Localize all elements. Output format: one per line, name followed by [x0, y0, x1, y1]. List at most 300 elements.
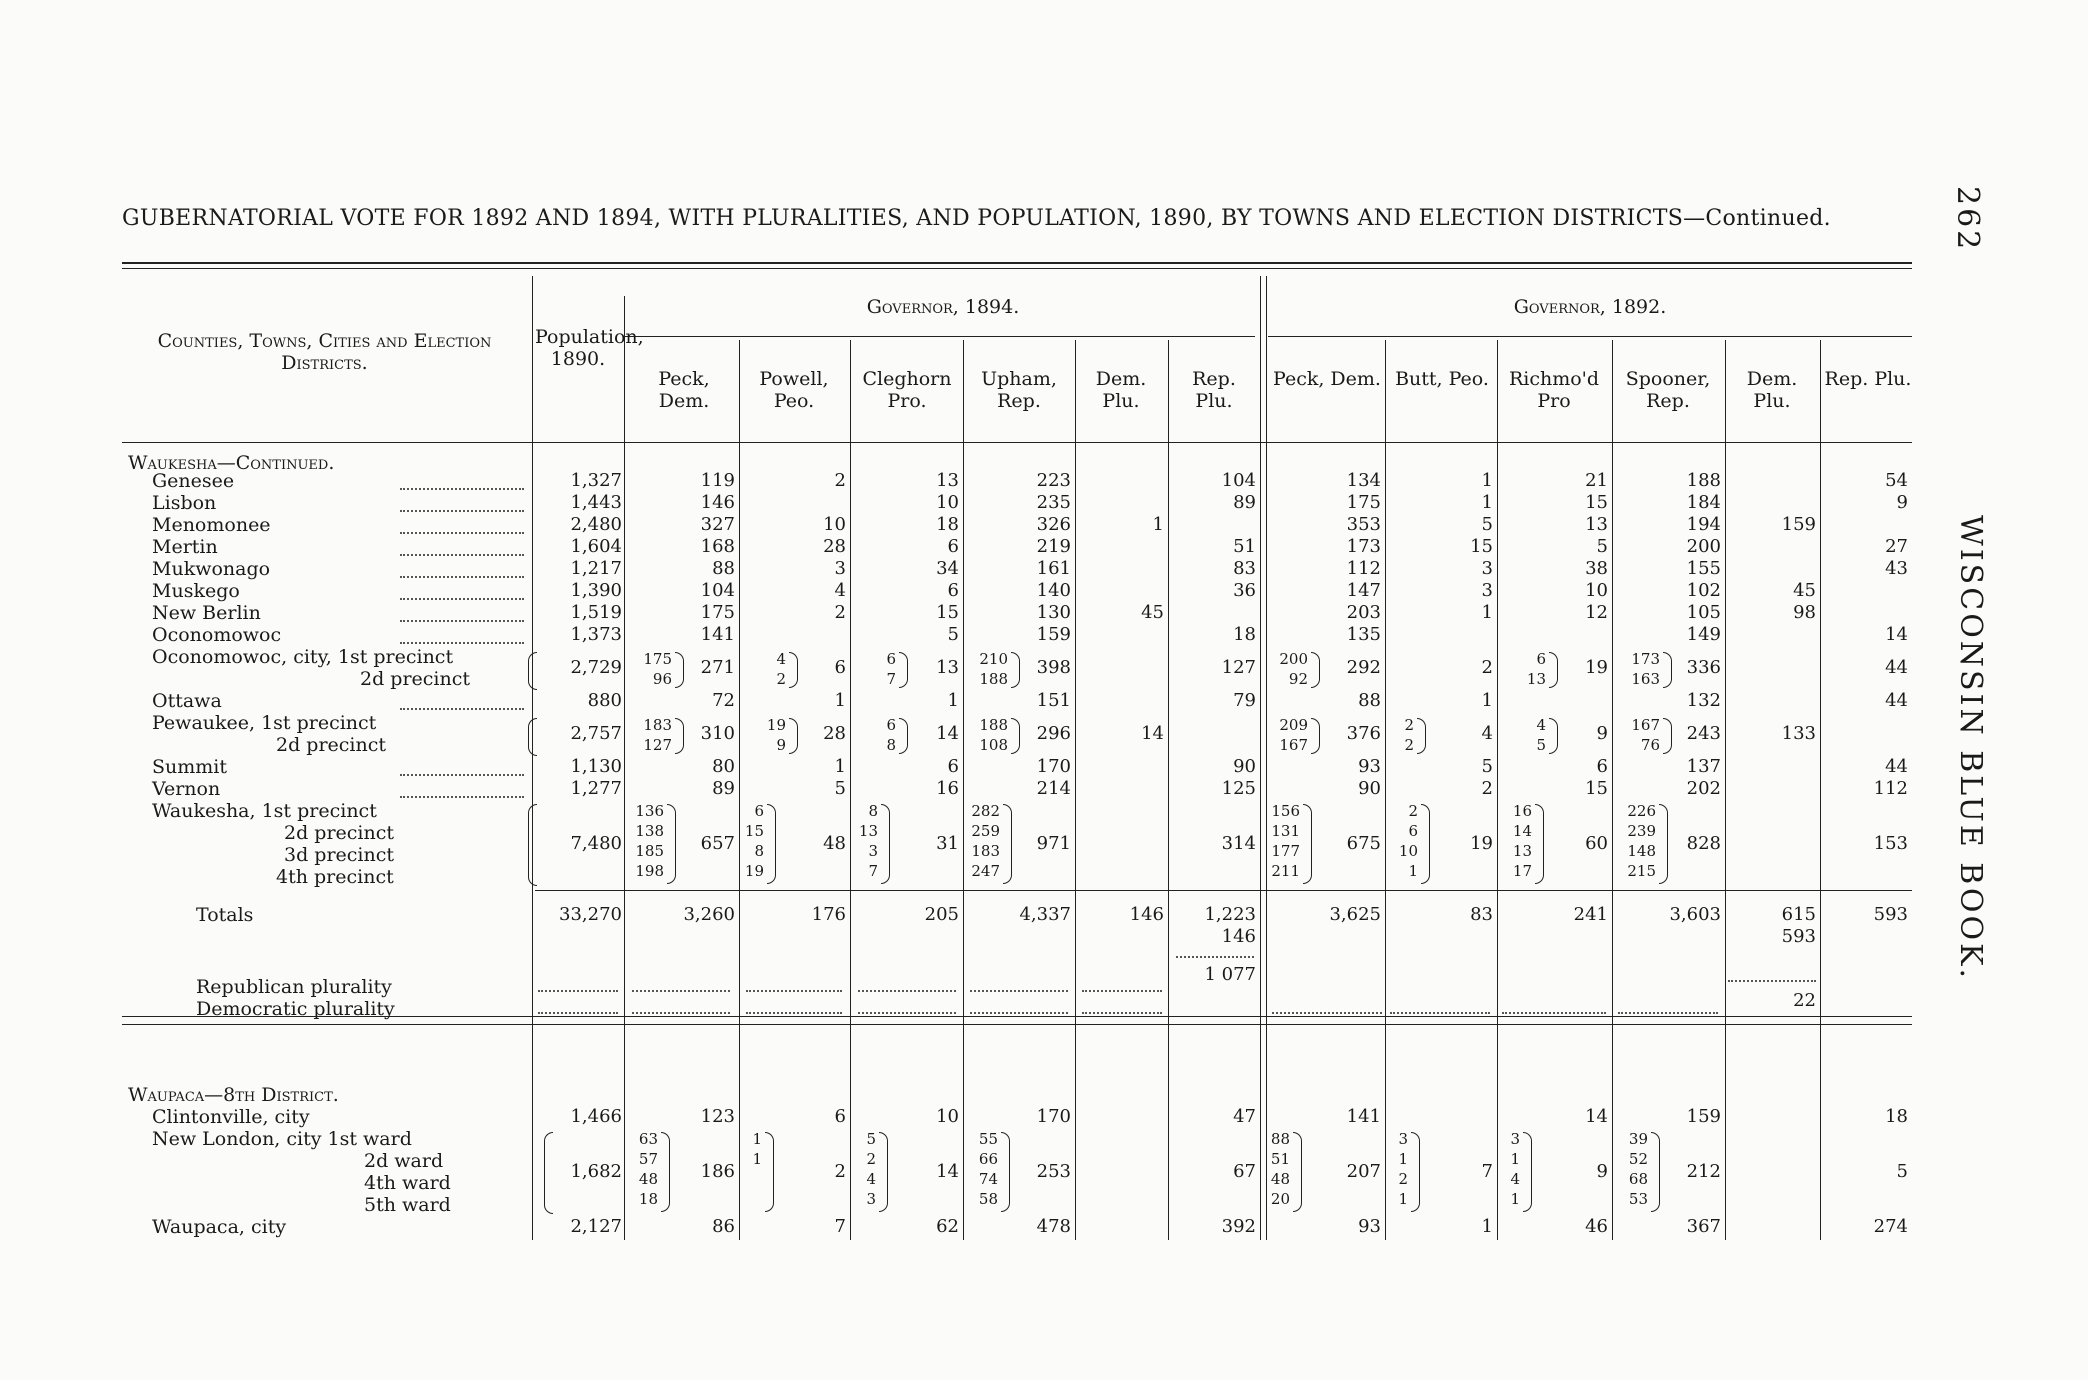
page-number: 262 — [1950, 186, 1985, 253]
table-cell: 203 — [1346, 602, 1381, 623]
table-cell: 367 — [1686, 1216, 1721, 1237]
dot-leader — [400, 554, 524, 556]
col-header: Dem. Plu. — [1746, 368, 1798, 412]
table-cell-part: 57 — [638, 1150, 658, 1168]
table-cell-part: 1 — [752, 1130, 762, 1148]
table-cell: 10 — [936, 1106, 959, 1127]
county-heading: Waupaca—8th District. — [128, 1084, 339, 1106]
table-cell: 207 — [1346, 1161, 1381, 1182]
col-header: Dem. Plu. — [1095, 368, 1147, 412]
table-cell: 161 — [1036, 558, 1071, 579]
table-cell: 119 — [700, 470, 735, 491]
table-cell: 72 — [712, 690, 735, 711]
table-cell: 593 — [1873, 904, 1908, 925]
table-cell: 134 — [1346, 470, 1381, 491]
table-cell: 135 — [1346, 624, 1381, 645]
table-cell-part: 8 — [754, 842, 764, 860]
table-cell-part: 4 — [1510, 1170, 1520, 1188]
table-cell: 173 — [1346, 536, 1381, 557]
population-header: Population, 1890. — [535, 326, 644, 370]
table-cell: 3,260 — [683, 904, 735, 925]
table-cell: 292 — [1346, 657, 1381, 678]
table-cell-part: 1 — [1510, 1190, 1520, 1208]
table-cell-part: 6 — [886, 716, 896, 734]
table-cell: 200 — [1686, 536, 1721, 557]
table-cell: 214 — [1036, 778, 1071, 799]
table-cell: 5 — [834, 778, 846, 799]
county-heading: Waukesha—Continued. — [128, 452, 335, 474]
table-cell-part: 7 — [868, 862, 878, 880]
table-cell-part: 1 — [1398, 1150, 1408, 1168]
dot-leader — [400, 620, 524, 622]
table-cell: 38 — [1585, 558, 1608, 579]
table-cell: 1 — [1481, 602, 1493, 623]
table-cell: 3,603 — [1669, 904, 1721, 925]
table-cell: 2,480 — [570, 514, 622, 535]
table-cell-part: 259 — [971, 822, 1000, 840]
row-name: 4th ward — [364, 1172, 451, 1194]
table-cell-part: 136 — [635, 802, 664, 820]
table-cell-part: 51 — [1270, 1150, 1290, 1168]
table-cell: 1,327 — [570, 470, 622, 491]
table-cell: 13 — [936, 657, 959, 678]
table-cell-part: 4 — [1536, 716, 1546, 734]
table-cell: 7,480 — [570, 833, 622, 854]
table-cell: 112 — [1346, 558, 1381, 579]
table-cell: 3,625 — [1329, 904, 1381, 925]
table-cell-part: 16 — [1512, 802, 1532, 820]
table-cell: 10 — [823, 514, 846, 535]
row-name: Mertin — [152, 536, 218, 558]
table-cell-part: 211 — [1271, 862, 1300, 880]
table-cell-part: 5 — [866, 1130, 876, 1148]
table-cell-part: 209 — [1279, 716, 1308, 734]
table-cell: 1,466 — [570, 1106, 622, 1127]
table-cell-part: 76 — [1640, 736, 1660, 754]
table-cell: 149 — [1686, 624, 1721, 645]
dot-leader — [538, 990, 618, 992]
dot-leader — [400, 488, 524, 490]
table-cell-part: 185 — [635, 842, 664, 860]
dot-leader — [400, 642, 524, 644]
table-cell: 194 — [1686, 514, 1721, 535]
table-cell-part: 6 — [1536, 650, 1546, 668]
dot-leader — [1082, 1012, 1162, 1014]
table-cell: 93 — [1358, 1216, 1381, 1237]
table-cell: 2 — [834, 470, 846, 491]
page-title: GUBERNATORIAL VOTE FOR 1892 AND 1894, WITH PLURALITIES, AND POPULATION, 1890, BY TOWNS AND ELECTION DISTRICTS—Continued. — [122, 206, 1831, 231]
table-cell: 28 — [823, 536, 846, 557]
table-cell: 235 — [1036, 492, 1071, 513]
table-cell: 188 — [1686, 470, 1721, 491]
table-cell-part: 4 — [776, 650, 786, 668]
table-cell-part: 52 — [1628, 1150, 1648, 1168]
table-cell: 1,519 — [570, 602, 622, 623]
row-name: Oconomowoc — [152, 624, 282, 646]
table-cell: 15 — [1470, 536, 1493, 557]
stub-header: Counties, Towns, Cities and Election Districts. — [157, 330, 492, 374]
table-cell: 1 — [1481, 470, 1493, 491]
dot-leader — [538, 1012, 618, 1014]
table-cell: 159 — [1036, 624, 1071, 645]
row-name: 4th precinct — [276, 866, 394, 888]
table-cell-part: 39 — [1628, 1130, 1648, 1148]
table-cell: 6 — [947, 756, 959, 777]
col-header: Spooner, Rep. — [1625, 368, 1711, 412]
table-cell: 18 — [1885, 1106, 1908, 1127]
table-cell: 141 — [700, 624, 735, 645]
table-cell: 6 — [947, 536, 959, 557]
table-cell: 314 — [1221, 833, 1256, 854]
table-cell: 104 — [700, 580, 735, 601]
dot-leader — [970, 1012, 1068, 1014]
table-cell-part: 17 — [1512, 862, 1532, 880]
table-cell: 33,270 — [559, 904, 622, 925]
table-cell: 34 — [936, 558, 959, 579]
table-cell-part: 247 — [971, 862, 1000, 880]
table-cell: 1,217 — [570, 558, 622, 579]
dot-leader — [1082, 990, 1162, 992]
table-cell-part: 1 — [1408, 862, 1418, 880]
governor-1894-header: Governor, 1894. — [866, 296, 1020, 318]
table-cell-part: 96 — [652, 670, 672, 688]
table-cell: 1 — [1152, 514, 1164, 535]
table-cell: 80 — [712, 756, 735, 777]
book-title: WISCONSIN BLUE BOOK. — [1953, 515, 1988, 982]
row-name: Clintonville, city — [152, 1106, 310, 1128]
row-name: Waukesha, 1st precinct — [152, 800, 377, 822]
table-cell-part: 1 — [752, 1150, 762, 1168]
table-cell: 112 — [1873, 778, 1908, 799]
table-cell-part: 53 — [1628, 1190, 1648, 1208]
table-cell-part: 19 — [766, 716, 786, 734]
row-name: 2d precinct — [276, 734, 387, 756]
table-cell-part: 163 — [1631, 670, 1660, 688]
row-name: Muskego — [152, 580, 240, 602]
table-cell: 326 — [1036, 514, 1071, 535]
table-cell: 5 — [947, 624, 959, 645]
table-cell: 9 — [1896, 492, 1908, 513]
table-cell: 1 — [947, 690, 959, 711]
table-cell: 168 — [700, 536, 735, 557]
table-cell-part: 131 — [1271, 822, 1300, 840]
table-cell: 3 — [1481, 558, 1493, 579]
table-cell: 170 — [1036, 756, 1071, 777]
table-cell: 296 — [1036, 723, 1071, 744]
table-cell-part: 188 — [979, 716, 1008, 734]
table-cell: 19 — [1585, 657, 1608, 678]
table-cell-part: 3 — [1398, 1130, 1408, 1148]
table-cell-part: 68 — [1628, 1170, 1648, 1188]
plurality-label: Republican plurality — [196, 976, 392, 998]
table-cell-part: 2 — [1404, 716, 1414, 734]
table-cell: 2,127 — [570, 1216, 622, 1237]
table-cell: 86 — [712, 1216, 735, 1237]
table-cell-part: 4 — [866, 1170, 876, 1188]
table-cell: 45 — [1793, 580, 1816, 601]
totals-label: Totals — [196, 904, 254, 926]
table-cell-part: 10 — [1398, 842, 1418, 860]
table-cell-part: 8 — [868, 802, 878, 820]
row-name: Menomonee — [152, 514, 271, 536]
table-cell: 593 — [1781, 926, 1816, 947]
dot-leader — [400, 708, 524, 710]
table-cell: 123 — [700, 1106, 735, 1127]
table-cell: 1,277 — [570, 778, 622, 799]
table-cell: 2 — [834, 1161, 846, 1182]
col-header: Rep. Plu. — [1192, 368, 1236, 412]
table-cell-part: 173 — [1631, 650, 1660, 668]
table-cell: 130 — [1036, 602, 1071, 623]
table-cell: 9 — [1596, 1161, 1608, 1182]
table-cell: 45 — [1141, 602, 1164, 623]
table-cell: 6 — [947, 580, 959, 601]
table-cell-part: 167 — [1631, 716, 1660, 734]
table-cell: 132 — [1686, 690, 1721, 711]
table-cell: 28 — [823, 723, 846, 744]
table-cell-part: 1 — [1398, 1190, 1408, 1208]
table-cell: 93 — [1358, 756, 1381, 777]
table-cell: 271 — [700, 657, 735, 678]
dot-leader — [632, 1012, 730, 1014]
table-cell-part: 3 — [868, 842, 878, 860]
table-cell-part: 5 — [1536, 736, 1546, 754]
row-name: 2d precinct — [284, 822, 395, 844]
table-cell-part: 2 — [866, 1150, 876, 1168]
row-name: Pewaukee, 1st precinct — [152, 712, 377, 734]
table-cell: 1 — [834, 756, 846, 777]
table-cell: 184 — [1686, 492, 1721, 513]
table-cell-part: 2 — [1398, 1170, 1408, 1188]
table-cell: 205 — [924, 904, 959, 925]
table-cell: 398 — [1036, 657, 1071, 678]
table-cell-part: 19 — [744, 862, 764, 880]
table-cell: 22 — [1793, 990, 1816, 1011]
table-cell: 1 — [1481, 1216, 1493, 1237]
table-cell-part: 108 — [979, 736, 1008, 754]
table-cell: 15 — [1585, 778, 1608, 799]
table-cell: 155 — [1686, 558, 1721, 579]
table-cell-part: 148 — [1627, 842, 1656, 860]
table-cell: 478 — [1036, 1216, 1071, 1237]
table-cell: 175 — [1346, 492, 1381, 513]
table-cell: 18 — [1233, 624, 1256, 645]
col-header: Upham, Rep. — [981, 368, 1057, 412]
table-cell-part: 8 — [886, 736, 896, 754]
table-cell: 14 — [936, 723, 959, 744]
table-cell: 146 — [1221, 926, 1256, 947]
table-cell: 153 — [1873, 833, 1908, 854]
table-cell: 310 — [700, 723, 735, 744]
table-cell: 54 — [1885, 470, 1908, 491]
table-cell-part: 183 — [643, 716, 672, 734]
dot-leader — [400, 796, 524, 798]
table-cell: 5 — [1481, 756, 1493, 777]
col-header: Butt, Peo. — [1395, 368, 1489, 390]
table-cell-part: 6 — [1408, 822, 1418, 840]
table-cell: 1,373 — [570, 624, 622, 645]
table-cell-part: 74 — [978, 1170, 998, 1188]
table-cell: 6 — [834, 657, 846, 678]
table-cell: 2,729 — [570, 657, 622, 678]
table-cell: 675 — [1346, 833, 1381, 854]
table-cell: 336 — [1686, 657, 1721, 678]
table-cell-part: 198 — [635, 862, 664, 880]
table-cell-part: 58 — [978, 1190, 998, 1208]
col-header: Powell, Peo. — [759, 368, 829, 412]
table-cell-part: 156 — [1271, 802, 1300, 820]
table-cell-part: 2 — [1404, 736, 1414, 754]
table-cell: 2 — [1481, 657, 1493, 678]
table-cell-part: 2 — [1408, 802, 1418, 820]
table-cell: 88 — [712, 558, 735, 579]
table-cell-part: 48 — [1270, 1170, 1290, 1188]
row-name: Waupaca, city — [152, 1216, 287, 1238]
table-cell: 89 — [712, 778, 735, 799]
table-cell: 89 — [1233, 492, 1256, 513]
table-cell: 327 — [700, 514, 735, 535]
table-cell: 13 — [936, 470, 959, 491]
table-cell: 15 — [936, 602, 959, 623]
table-cell: 51 — [1233, 536, 1256, 557]
table-cell: 18 — [936, 514, 959, 535]
table-cell: 146 — [1129, 904, 1164, 925]
table-cell: 10 — [936, 492, 959, 513]
table-cell-part: 215 — [1627, 862, 1656, 880]
table-cell: 14 — [1585, 1106, 1608, 1127]
table-cell: 83 — [1470, 904, 1493, 925]
table-cell: 146 — [700, 492, 735, 513]
table-cell: 88 — [1358, 690, 1381, 711]
table-cell: 137 — [1686, 756, 1721, 777]
table-cell-part: 2 — [776, 670, 786, 688]
col-header: Peck, Dem. — [658, 368, 710, 412]
table-cell: 6 — [834, 1106, 846, 1127]
table-cell-part: 63 — [638, 1130, 658, 1148]
row-name: Genesee — [152, 470, 235, 492]
table-cell: 31 — [936, 833, 959, 854]
row-name: New Berlin — [152, 602, 261, 624]
dot-leader — [858, 1012, 956, 1014]
table-cell-part: 7 — [886, 670, 896, 688]
dot-leader — [1728, 980, 1816, 982]
table-cell-part: 177 — [1271, 842, 1300, 860]
table-cell: 1,390 — [570, 580, 622, 601]
table-cell: 36 — [1233, 580, 1256, 601]
table-cell: 12 — [1585, 602, 1608, 623]
table-cell-part: 188 — [979, 670, 1008, 688]
table-cell: 79 — [1233, 690, 1256, 711]
dot-leader — [746, 990, 842, 992]
table-cell: 1,223 — [1204, 904, 1256, 925]
table-cell: 4 — [1481, 723, 1493, 744]
table-cell-part: 3 — [866, 1190, 876, 1208]
table-cell: 2 — [834, 602, 846, 623]
table-cell: 392 — [1221, 1216, 1256, 1237]
table-cell: 141 — [1346, 1106, 1381, 1127]
table-cell-part: 3 — [1510, 1130, 1520, 1148]
table-cell: 19 — [1470, 833, 1493, 854]
col-header: Peck, Dem. — [1273, 368, 1381, 390]
table-cell: 21 — [1585, 470, 1608, 491]
table-cell: 27 — [1885, 536, 1908, 557]
table-cell: 62 — [936, 1216, 959, 1237]
table-cell: 1 077 — [1204, 964, 1256, 985]
dot-leader — [1390, 1012, 1490, 1014]
table-cell: 657 — [700, 833, 735, 854]
table-cell: 3 — [1481, 580, 1493, 601]
table-cell: 7 — [834, 1216, 846, 1237]
table-cell: 159 — [1781, 514, 1816, 535]
table-cell: 353 — [1346, 514, 1381, 535]
table-cell: 127 — [1221, 657, 1256, 678]
table-cell: 9 — [1596, 723, 1608, 744]
row-name: Ottawa — [152, 690, 222, 712]
table-cell: 90 — [1358, 778, 1381, 799]
table-cell: 47 — [1233, 1106, 1256, 1127]
table-cell: 202 — [1686, 778, 1721, 799]
table-cell: 43 — [1885, 558, 1908, 579]
dot-leader — [400, 532, 524, 534]
table-cell-part: 9 — [776, 736, 786, 754]
dot-leader — [400, 576, 524, 578]
table-cell: 241 — [1573, 904, 1608, 925]
table-cell: 1,443 — [570, 492, 622, 513]
table-cell: 98 — [1793, 602, 1816, 623]
table-cell: 1,604 — [570, 536, 622, 557]
governor-1892-header: Governor, 1892. — [1513, 296, 1667, 318]
row-name: Mukwonago — [152, 558, 271, 580]
dot-leader — [1502, 1012, 1606, 1014]
table-cell: 7 — [1481, 1161, 1493, 1182]
table-cell: 13 — [1585, 514, 1608, 535]
table-cell: 48 — [823, 833, 846, 854]
table-cell: 186 — [700, 1161, 735, 1182]
dot-leader — [746, 1012, 842, 1014]
table-cell-part: 6 — [886, 650, 896, 668]
table-cell-part: 183 — [971, 842, 1000, 860]
table-cell: 1 — [834, 690, 846, 711]
table-cell: 2,757 — [570, 723, 622, 744]
row-name: 5th ward — [364, 1194, 451, 1216]
table-cell-part: 48 — [638, 1170, 658, 1188]
row-name: 2d precinct — [360, 668, 471, 690]
row-name: 2d ward — [364, 1150, 444, 1172]
row-name: New London, city 1st ward — [152, 1128, 412, 1150]
table-cell: 102 — [1686, 580, 1721, 601]
table-cell-part: 1 — [1510, 1150, 1520, 1168]
table-cell: 175 — [700, 602, 735, 623]
table-cell: 67 — [1233, 1161, 1256, 1182]
table-cell-part: 92 — [1288, 670, 1308, 688]
dot-leader — [1272, 1012, 1382, 1014]
row-name: Summit — [152, 756, 227, 778]
table-cell: 16 — [936, 778, 959, 799]
table-cell-part: 6 — [754, 802, 764, 820]
table-cell-part: 20 — [1270, 1190, 1290, 1208]
table-cell: 5 — [1896, 1161, 1908, 1182]
table-cell: 243 — [1686, 723, 1721, 744]
table-cell-part: 15 — [744, 822, 764, 840]
table-cell: 147 — [1346, 580, 1381, 601]
table-cell-part: 200 — [1279, 650, 1308, 668]
table-cell: 828 — [1686, 833, 1721, 854]
table-cell-part: 210 — [979, 650, 1008, 668]
table-cell: 5 — [1596, 536, 1608, 557]
table-cell-part: 226 — [1627, 802, 1656, 820]
table-cell: 3 — [834, 558, 846, 579]
table-cell: 14 — [1885, 624, 1908, 645]
